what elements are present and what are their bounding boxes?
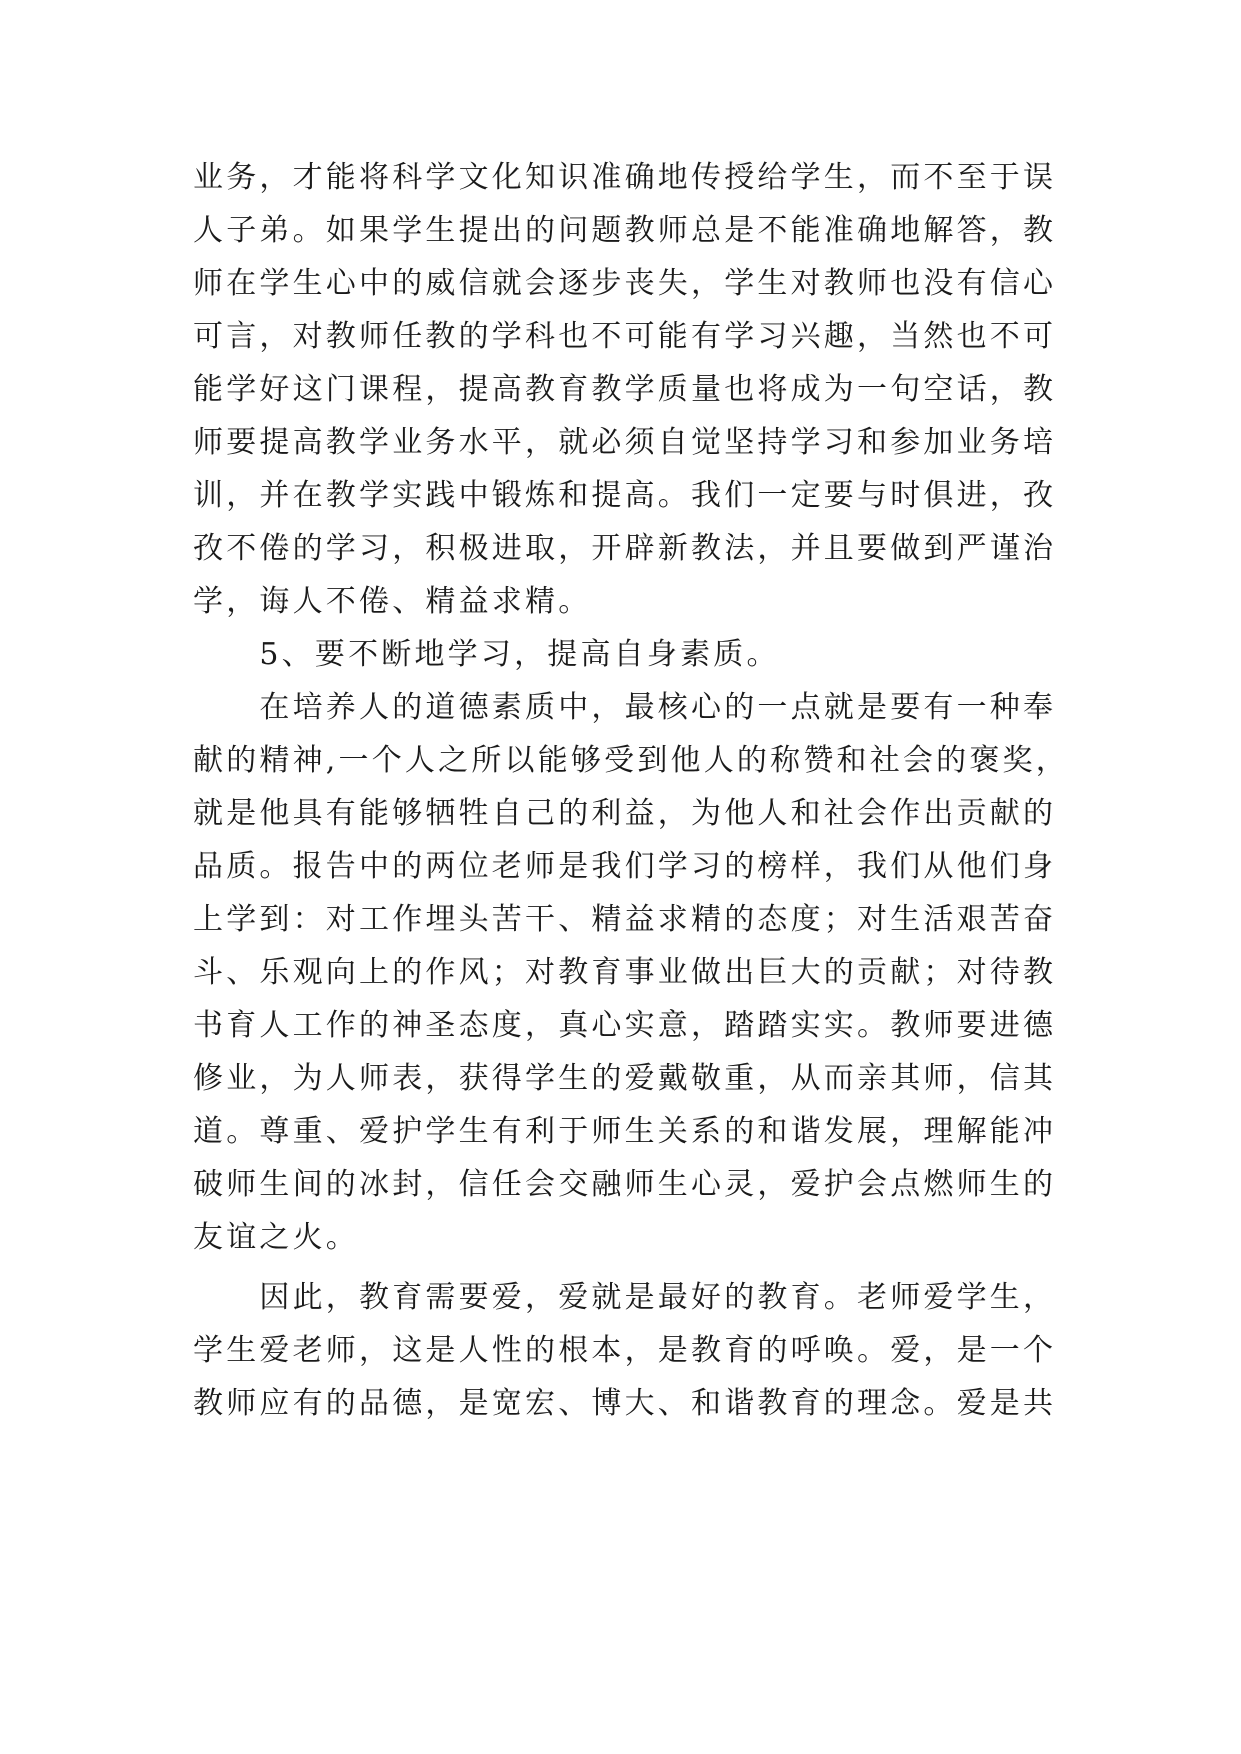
text-line: 就是他具有能够牺牲自己的利益，为他人和社会作出贡献的 bbox=[193, 796, 1057, 831]
text-line: 道。尊重、爱护学生有利于师生关系的和谐发展，理解能冲 bbox=[193, 1114, 1057, 1149]
text-line: 人子弟。如果学生提出的问题教师总是不能准确地解答，教 bbox=[193, 213, 1057, 248]
text-line: 学生爱老师，这是人性的根本，是教育的呼唤。爱，是一个 bbox=[193, 1333, 1057, 1368]
text-line: 品质。报告中的两位老师是我们学习的榜样，我们从他们身 bbox=[193, 849, 1057, 884]
text-line: 因此，教育需要爱，爱就是最好的教育。老师爱学生， bbox=[193, 1280, 1057, 1315]
text-line: 业务，才能将科学文化知识准确地传授给学生，而不至于误 bbox=[193, 160, 1057, 195]
text-line: 上学到：对工作埋头苦干、精益求精的态度；对生活艰苦奋 bbox=[193, 902, 1057, 937]
text-line: 在培养人的道德素质中，最核心的一点就是要有一种奉 bbox=[193, 690, 1057, 725]
text-line: 斗、乐观向上的作风；对教育事业做出巨大的贡献；对待教 bbox=[193, 955, 1057, 990]
text-line: 破师生间的冰封，信任会交融师生心灵，爱护会点燃师生的 bbox=[193, 1167, 1057, 1202]
text-line: 献的精神,一个人之所以能够受到他人的称赞和社会的褒奖， bbox=[193, 743, 1069, 778]
text-line: 孜不倦的学习，积极进取，开辟新教法，并且要做到严谨治 bbox=[193, 531, 1057, 566]
text-line: 友谊之火。 bbox=[193, 1220, 359, 1255]
text-line: 教师应有的品德，是宽宏、博大、和谐教育的理念。爱是共 bbox=[193, 1386, 1057, 1421]
text-line: 师在学生心中的威信就会逐步丧失，学生对教师也没有信心 bbox=[193, 266, 1057, 301]
text-line: 书育人工作的神圣态度，真心实意，踏踏实实。教师要进德 bbox=[193, 1008, 1057, 1043]
text-line: 可言，对教师任教的学科也不可能有学习兴趣，当然也不可 bbox=[193, 319, 1057, 354]
section-heading: 5、要不断地学习，提高自身素质。 bbox=[193, 637, 780, 672]
text-line: 师要提高教学业务水平，就必须自觉坚持学习和参加业务培 bbox=[193, 425, 1057, 460]
text-line: 能学好这门课程，提高教育教学质量也将成为一句空话，教 bbox=[193, 372, 1057, 407]
text-line: 学，诲人不倦、精益求精。 bbox=[193, 584, 592, 619]
text-line: 修业，为人师表，获得学生的爱戴敬重，从而亲其师，信其 bbox=[193, 1061, 1057, 1096]
text-line: 训，并在教学实践中锻炼和提高。我们一定要与时俱进，孜 bbox=[193, 478, 1057, 513]
